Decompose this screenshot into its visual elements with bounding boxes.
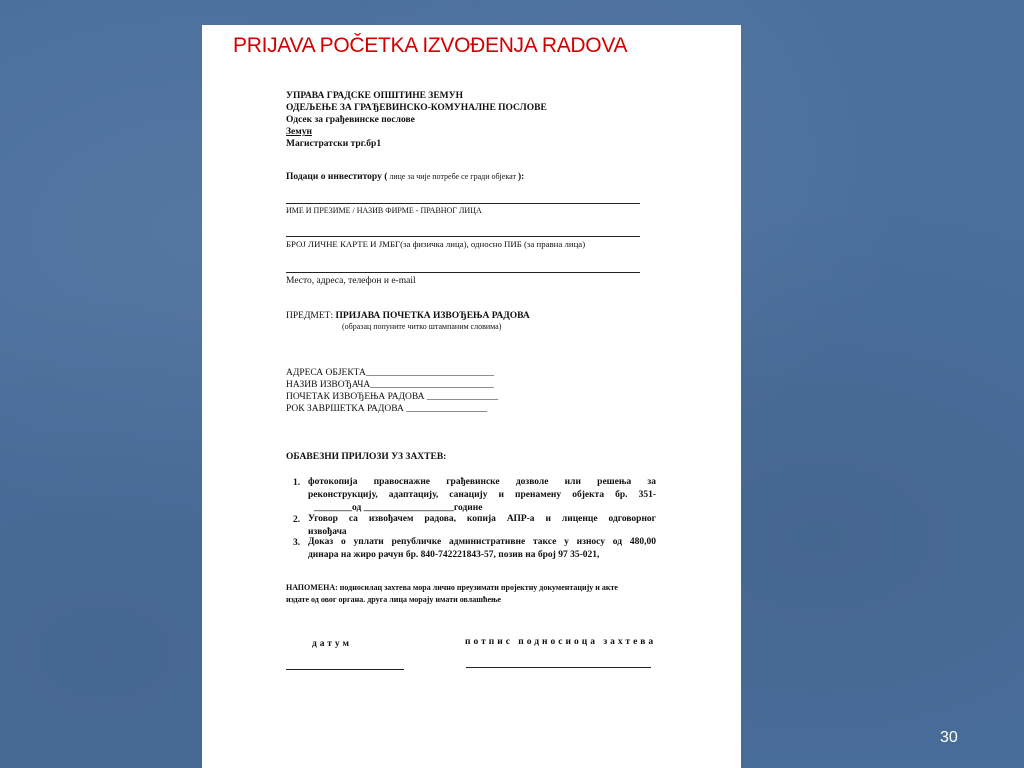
- works-end-field: РОК ЗАВРШЕТКА РАДОВА _________________: [286, 404, 487, 414]
- investor-heading-label: Подаци о инвеститору (: [286, 172, 388, 182]
- slide-title: PRIJAVA POČETKA IZVOĐENJA RADOVA: [233, 34, 628, 57]
- investor-name-label: ИМЕ И ПРЕЗИМЕ / НАЗИВ ФИРМЕ - ПРАВНОГ ЛИЦА: [286, 206, 482, 215]
- investor-name-line: [286, 203, 640, 204]
- attachment-3-line1: Доказ о уплати републичке административне таксе у износу од 480,00: [308, 537, 656, 547]
- slide-page-number: 30: [940, 729, 958, 746]
- subject-label: ПРЕДМЕТ:: [286, 311, 336, 321]
- attachment-3-line2: динара на жиро рачун бр. 840-742221843-57, позив на број 97 35-021,: [308, 550, 600, 560]
- header-line-department: ОДЕЉЕЊЕ ЗА ГРАЂЕВИНСКО-КОМУНАЛНЕ ПОСЛОВЕ: [286, 103, 547, 113]
- subject-value: ПРИЈАВА ПОЧЕТКА ИЗВОЂЕЊА РАДОВА: [335, 311, 530, 321]
- attachment-2-number: 2.: [293, 515, 301, 525]
- signature-label: потпис подносиоца захтева: [465, 637, 657, 647]
- date-label: датум: [312, 639, 352, 649]
- header-line-section: Одсек за грађевинске послове: [286, 115, 415, 125]
- investor-contact-label: Место, адреса, телефон и e-mail: [286, 276, 416, 286]
- attachment-1-line2: реконструкцију, адаптацију, санацију и пренамену објекта бр. 351-: [308, 490, 656, 500]
- note-line1: [286, 584, 618, 592]
- attachment-2-line1: Уговор са извођачем радова, копија АПР-а и лиценце одговорног: [308, 514, 656, 524]
- subject-line: [286, 312, 530, 322]
- note-text: подносилац захтева мора лично преузимати пројектну документацију и акте: [337, 583, 618, 592]
- signature-line: [466, 667, 651, 668]
- header-line-municipality: УПРАВА ГРАДСКЕ ОПШТИНЕ ЗЕМУН: [286, 91, 463, 101]
- note-line2: издате од овог органа. друга лица морају имати овлашћење: [286, 595, 501, 604]
- attachment-1-line3: ________од ___________________године: [314, 503, 483, 513]
- note-label: НАПОМЕНА:: [286, 583, 338, 592]
- attachment-3-text: [308, 536, 656, 562]
- investor-heading-end: ):: [517, 172, 525, 182]
- investor-id-line: [286, 236, 640, 237]
- attachment-1-number: 1.: [293, 478, 301, 488]
- attachment-2-line2: извођача: [308, 527, 347, 537]
- investor-heading-note: лице за чије потребе се гради објекат: [387, 172, 518, 181]
- date-line: [286, 669, 404, 670]
- header-line-address: Магистратски трг.бр1: [286, 139, 382, 149]
- attachment-1-line1: фотокопија правоснажне грађевинске дозволе или решења за: [308, 477, 656, 487]
- investor-id-label: БРОЈ ЛИЧНЕ КАРТЕ И ЈМБГ(за физичка лица), односно ПИБ (за правна лица): [286, 239, 586, 249]
- attachments-heading: ОБАВЕЗНИ ПРИЛОЗИ УЗ ЗАХТЕВ:: [286, 452, 447, 462]
- works-start-field: ПОЧЕТАК ИЗВОЂЕЊА РАДОВА _______________: [286, 392, 499, 402]
- investor-contact-line: [286, 272, 640, 273]
- object-address-field: АДРЕСА ОБЈЕКТА___________________________: [286, 368, 495, 378]
- subject-note: (образац попуните читко штампаним словима): [342, 322, 502, 331]
- investor-heading: [286, 173, 524, 183]
- header-line-city: Земун: [286, 127, 312, 137]
- attachment-1-text: [308, 476, 656, 515]
- attachment-3-number: 3.: [293, 538, 301, 548]
- contractor-name-field: НАЗИВ ИЗВОЂАЧА__________________________: [286, 380, 494, 390]
